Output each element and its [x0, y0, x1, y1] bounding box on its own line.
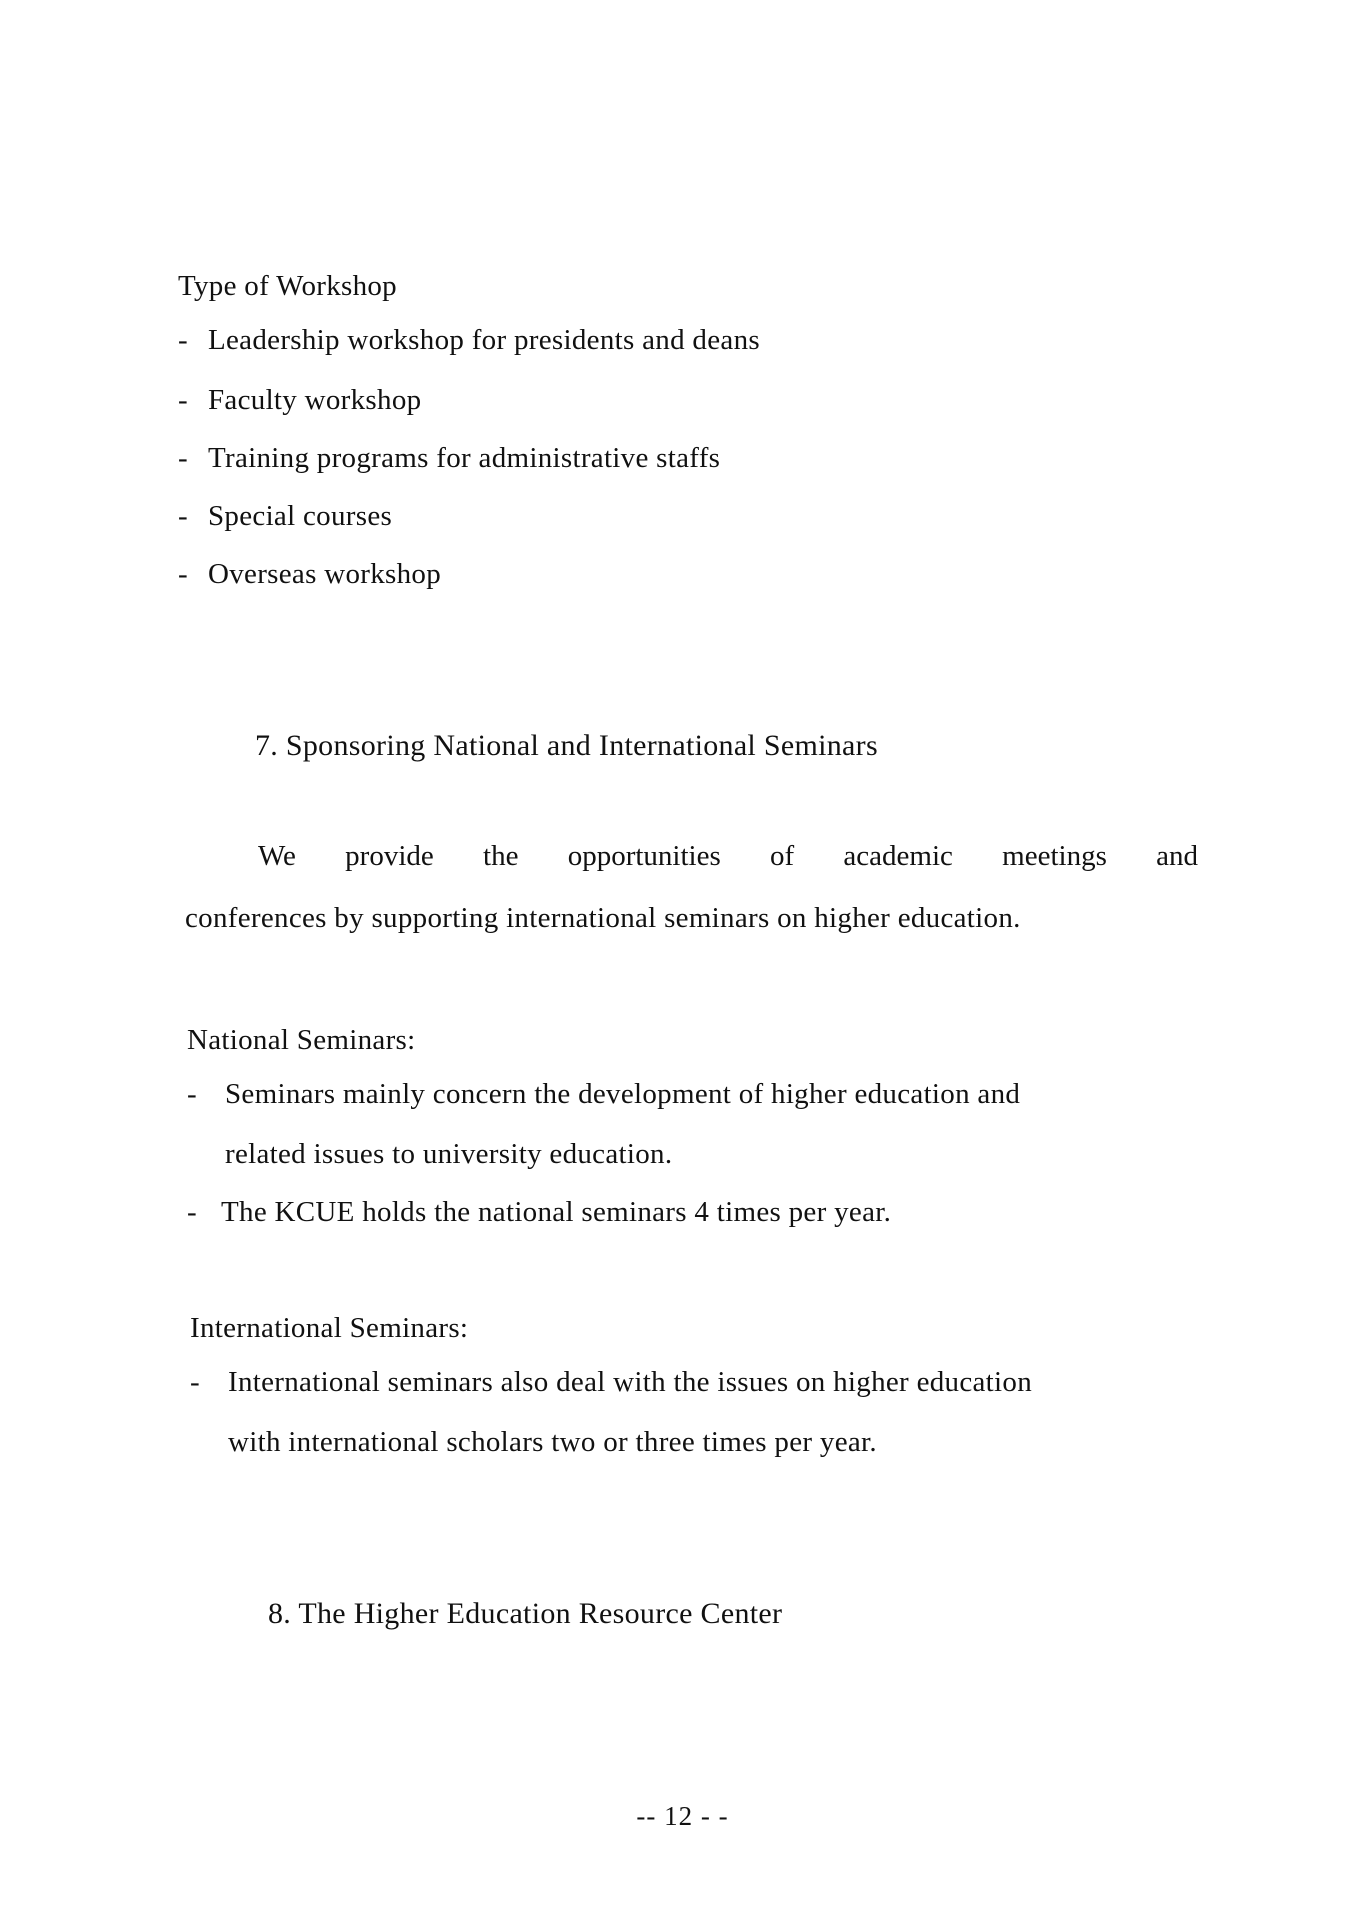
- international-item-text: International seminars also deal with the issues on higher education: [228, 1366, 1032, 1398]
- section-7-paragraph-line-2: conferences by supporting international seminars on higher education.: [185, 902, 1021, 934]
- national-seminars-item: [187, 1076, 1020, 1112]
- section-8-heading: 8. The Higher Education Resource Center: [268, 1597, 783, 1630]
- section-7-paragraph-line-1: [258, 838, 1198, 874]
- page-number: -- 12 - -: [636, 1801, 729, 1831]
- paragraph-word: provide: [345, 840, 434, 872]
- paragraph-word: the: [483, 840, 519, 872]
- paragraph-word: We: [258, 840, 296, 872]
- workshop-item: [178, 498, 392, 534]
- list-dash: -: [187, 1078, 197, 1110]
- paragraph-word: of: [770, 840, 795, 872]
- list-dash: -: [178, 558, 188, 590]
- workshop-item-text: Faculty workshop: [208, 384, 422, 416]
- paragraph-word: and: [1156, 840, 1198, 872]
- list-dash: -: [178, 442, 188, 474]
- national-seminars-item: [187, 1194, 891, 1230]
- national-item-text: The KCUE holds the national seminars 4 times per year.: [221, 1196, 892, 1228]
- workshop-item: [178, 322, 760, 358]
- international-seminars-item-continuation: with international scholars two or three times per year.: [228, 1426, 877, 1458]
- national-item-text: Seminars mainly concern the development of higher education and: [225, 1078, 1021, 1110]
- workshop-item: [178, 382, 421, 418]
- national-seminars-item-continuation: related issues to university education.: [225, 1138, 673, 1170]
- workshop-item-text: Overseas workshop: [208, 558, 442, 590]
- list-dash: -: [178, 324, 188, 356]
- paragraph-word: opportunities: [567, 840, 721, 872]
- international-seminars-item: [190, 1364, 1032, 1400]
- workshop-item-text: Special courses: [208, 500, 393, 532]
- workshop-item-text: Training programs for administrative staffs: [208, 442, 721, 474]
- list-dash: -: [187, 1196, 197, 1228]
- workshop-item: [178, 440, 720, 476]
- workshop-item: [178, 556, 441, 592]
- paragraph-word: meetings: [1002, 840, 1107, 872]
- list-dash: -: [178, 500, 188, 532]
- international-seminars-title: International Seminars:: [190, 1312, 469, 1344]
- workshop-item-text: Leadership workshop for presidents and deans: [208, 324, 760, 356]
- section-7-heading: 7. Sponsoring National and International Seminars: [255, 729, 878, 762]
- national-seminars-title: National Seminars:: [187, 1024, 416, 1056]
- list-dash: -: [178, 384, 188, 416]
- workshop-title: Type of Workshop: [178, 270, 397, 302]
- paragraph-word: academic: [843, 840, 953, 872]
- list-dash: -: [190, 1366, 200, 1398]
